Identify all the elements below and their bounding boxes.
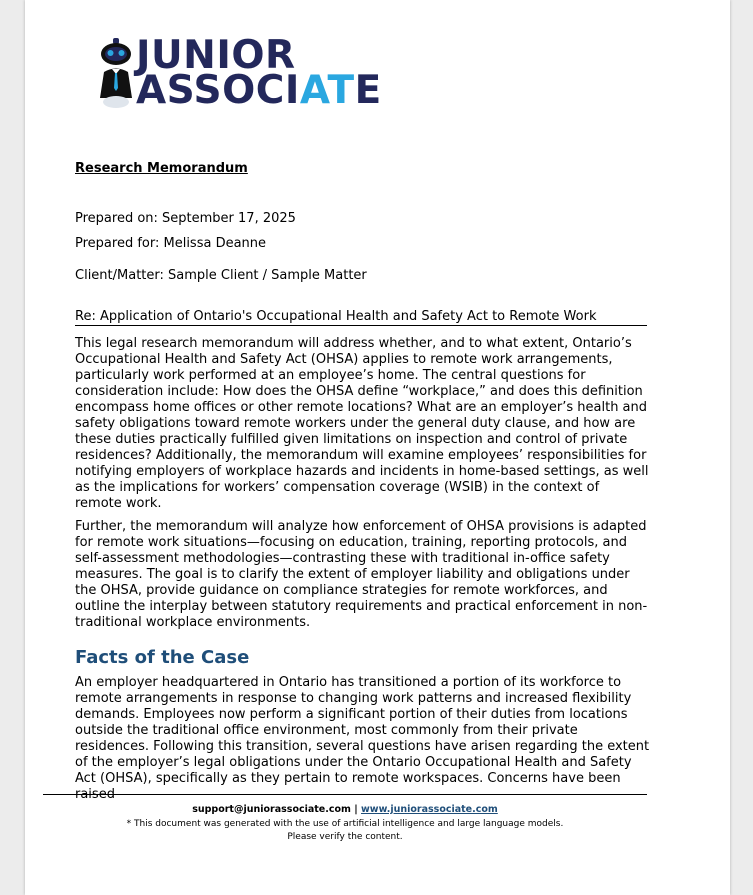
logo-line-2: ASSOCIATE xyxy=(136,68,382,113)
client-matter: Client/Matter: Sample Client / Sample Matter xyxy=(75,268,367,283)
ai-disclaimer: * This document was generated with the use of artificial intelligence and large language models. Please verify the content. xyxy=(126,819,564,842)
facts-heading: Facts of the Case xyxy=(75,647,250,668)
prepared-on: Prepared on: September 17, 2025 xyxy=(75,211,296,226)
logo-line-1: JUNIOR xyxy=(136,33,296,78)
footer-divider xyxy=(43,794,647,795)
memo-title: Research Memorandum xyxy=(75,161,248,176)
prepared-for: Prepared for: Melissa Deanne xyxy=(75,236,267,251)
footer-contact: support@juniorassociate.com | www.juniorassociate.com xyxy=(192,804,498,815)
junior-associate-logo xyxy=(98,33,398,118)
re-line: Re: Application of Ontario's Occupational Health and Safety Act to Remote Work xyxy=(75,309,647,326)
document-page xyxy=(25,0,730,895)
website-link[interactable]: www.juniorassociate.com xyxy=(361,804,498,815)
robot-mascot-icon xyxy=(98,38,134,110)
facts-paragraph: An employer headquartered in Ontario has transitioned a portion of its workforce to remote arrangements in response to changing work patterns and increased flexibility demands. Employees now perform a significant portion of their duties from locations outside the traditional office environment, most commonly from their private residences. Following this transition, several questions have arisen regarding the extent of the employer’s legal obligations under the Ontario Occupational Health and Safety Act (OHSA), specifically as they pertain to remote workspaces. Concerns have been raised xyxy=(75,675,650,802)
intro-paragraph-2: Further, the memorandum will analyze how enforcement of OHSA provisions is adapted for remote work situations—focusing on education, training, reporting protocols, and self-assessment methodologies—contrasting these with traditional in-office safety measures. The goal is to clarify the extent of employer liability and obligations under the OHSA, provide guidance on compliance strategies for remote workforces, and outline the interplay between statutory requirements and practical enforcement in non-traditional workplace environments. xyxy=(75,519,648,630)
intro-paragraph-1: This legal research memorandum will address whether, and to what extent, Ontario’s Occupational Health and Safety Act (OHSA) applies to remote work arrangements, particularly work performed at an employee’s home. The central questions for consideration include: How does the OHSA define “workplace,” and does this definition encompass home offices or other remote locations? What are an employer’s health and safety obligations toward remote workers under the general duty clause, and how are these duties practically fulfilled given limitations on inspection and control of private residences? Additionally, the memorandum will examine employees’ responsibilities for notifying employers of workplace hazards and incidents in home-based settings, as well as the implications for workers’ compensation coverage (WSIB) in the context of remote work. xyxy=(75,336,649,511)
support-email: support@juniorassociate.com xyxy=(192,804,351,815)
